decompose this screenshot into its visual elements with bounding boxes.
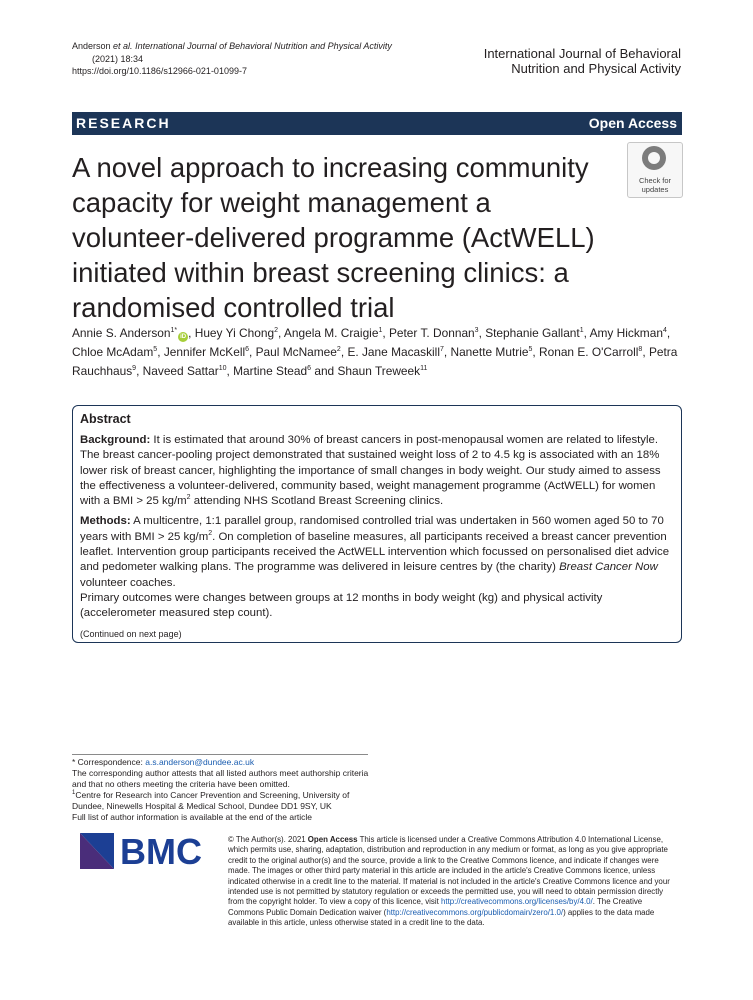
author-name: Chloe McAdam <box>72 345 154 359</box>
author-affiliation-sup: 4 <box>662 327 667 335</box>
abstract-outcomes: Primary outcomes were changes between groups at 12 months in body weight (kg) and physical activity (accelerometer measured step count). <box>80 591 603 620</box>
methods-sup: 2 <box>208 529 213 537</box>
correspondence-email-link[interactable]: a.s.anderson@dundee.ac.uk <box>145 757 255 767</box>
affiliation-sup: 1 <box>72 790 76 797</box>
journal-name <box>470 46 681 76</box>
author-affiliation-sup: 9 <box>132 365 137 373</box>
author-name: Paul McNamee <box>255 345 337 359</box>
license-text2: . The Creative Commons Public Domain Dedication waiver ( <box>228 897 643 917</box>
journal-name-line1: International Journal of Behavioral <box>483 46 681 61</box>
author-name: Stephanie Gallant <box>485 326 580 340</box>
cc-zero-license-link[interactable]: http://creativecommons.org/publicdomain/zero/1.0/ <box>386 907 564 917</box>
author-name: Huey Yi Chong <box>194 326 275 340</box>
author-affiliation-sup: 2 <box>274 327 278 335</box>
author-affiliation-sup: 1* <box>170 327 178 335</box>
crossmark-icon <box>642 146 666 170</box>
author-name: Angela M. Craigie <box>283 326 379 340</box>
author-name: Peter T. Donnan <box>388 326 475 340</box>
citation-journal: International Journal of Behavioral Nutrition and Physical Activity <box>135 41 392 51</box>
methods-text: A multicentre, 1:1 parallel group, randomised controlled trial was undertaken in 560 women aged 50 to 70 years with BMI > 25 kg/m <box>80 515 664 543</box>
check-for-updates-line1: Check for <box>638 176 672 185</box>
background-sup: 2 <box>186 494 191 502</box>
open-access-label: Open Access <box>588 115 677 131</box>
footnotes <box>72 757 372 823</box>
bmc-logo-text: BMC <box>120 833 202 869</box>
cc-by-license-link[interactable]: http://creativecommons.org/licenses/by/4.0/ <box>441 897 593 907</box>
section-label: RESEARCH <box>76 115 171 131</box>
author-affiliation-sup: 7 <box>439 346 444 354</box>
affiliation-text: Centre for Research into Cancer Prevention and Screening, University of Dundee, Ninewells Hospital & Medical School, Dundee DD1 9SY, UK <box>72 790 350 811</box>
author-affiliation-sup: 11 <box>420 365 428 373</box>
abstract-methods <box>80 514 678 590</box>
citation-authors: Anderson <box>72 41 114 51</box>
methods-italic: Breast Cancer Now <box>559 561 658 574</box>
methods-mid: . On completion of baseline measures, all participants received a breast cancer prevention leaflet. Intervention group participants received the ActWELL intervention which focussed on personalised diet advice and pedometer walking plans. The programme was delivered in leisure centres by (the charity) <box>80 530 670 574</box>
author-affiliation-sup: 1 <box>378 327 383 335</box>
author-name: Jennifer McKell <box>163 345 246 359</box>
doi-link[interactable]: https://doi.org/10.1186/s12966-021-01099-7 <box>72 66 247 76</box>
background-tail: attending NHS Scotland Breast Screening clinics. <box>190 495 444 508</box>
author-name: Ronan E. O'Carroll <box>539 345 639 359</box>
methods-label: Methods: <box>80 515 131 528</box>
orcid-icon[interactable]: iD <box>180 334 187 340</box>
citation-etal: et al. <box>113 41 133 51</box>
abstract-box <box>72 405 682 643</box>
author-name: Amy Hickman <box>589 326 663 340</box>
check-for-updates-button[interactable] <box>627 142 683 198</box>
author-affiliation-sup: 8 <box>638 346 643 354</box>
author-affiliation-sup: 1 <box>579 327 584 335</box>
bmc-logo <box>80 833 220 869</box>
license-text3: ) applies to the data made available in this article, unless otherwise stated in a credit line to the data. <box>228 907 655 928</box>
footnote-divider <box>72 754 368 755</box>
background-text: It is estimated that around 30% of breast cancers in post-menopausal women are related to lifestyle. The breast cancer-pooling project demonstrated that sustained weight loss of 2 to 4.5 kg is associated with an 18% lower risk of breast cancer, highlighting the importance of small changes in body weight. Our study aimed to assess the effectiveness a volunteer-delivered, community based, weight management programme (ActWELL) for women with a BMI > 25 kg/m <box>80 434 661 508</box>
check-for-updates-line2: updates <box>641 184 669 194</box>
continued-note: (Continued on next page) <box>80 628 182 639</box>
author-affiliation-sup: 6 <box>307 365 312 373</box>
author-name: Shaun Treweek <box>337 364 421 378</box>
author-list: Annie S. Anderson$^{1*}$iD , Huey Yi Chong$^2$, Angela M. Craigie$^1$, Peter T. Donnan$^3$, Stephanie Gallant$^1$, Amy Hickman$^4$, Chloe McAdam$^5$, Jennifer McKell$^6$, Paul McNamee$^2$, E. Jane Macaskill$^7$, Nanette Mutrie$^5$, Ronan E. O'Carroll$^8$, Petra Rauchhaus$^9$, Naveed Sattar$^{10}$, Martine Stead$^6$ and Shaun Treweek$^{11}$ <box>72 326 678 378</box>
article-title: A novel approach to increasing community capacity for weight management a volunteer-delivered programme (ActWELL) initiated within breast screening clinics: a randomised controlled trial <box>72 152 595 323</box>
license-text1: This article is licensed under a Creative Commons Attribution 4.0 International License, which permits use, sharing, adaptation, distribution and reproduction in any medium or format, as long as you give appropriate credit to the original author(s) and the source, provide a link to the Creative Commons licence, and indicate if changes were made. The images or other third party material in this article are included in the article's Creative Commons licence, unless indicated otherwise in a credit line to the material. If material is not included in the article's Creative Commons licence and your intended use is not permitted by statutory regulation or exceeds the permitted use, you will need to obtain permission directly from the copyright holder. To view a copy of this licence, visit <box>228 835 670 907</box>
citation-volume: (2021) 18:34 <box>92 53 144 64</box>
author-name: Nanette Mutrie <box>450 345 529 359</box>
copyright: © The Author(s). 2021 <box>228 835 308 844</box>
full-author-info-note: Full list of author information is available at the end of the article <box>72 812 313 822</box>
author-name: Martine Stead <box>233 364 308 378</box>
author-affiliation-sup: 2 <box>336 346 341 354</box>
section-banner <box>72 112 682 135</box>
background-label: Background: <box>80 434 151 446</box>
author-name: Annie S. Anderson <box>72 326 171 340</box>
author-name: E. Jane Macaskill <box>347 345 440 359</box>
journal-name-line2: Nutrition and Physical Activity <box>511 61 681 76</box>
correspondence-label: * Correspondence: <box>72 757 146 767</box>
license-open-access: Open Access <box>307 835 358 844</box>
abstract-heading: Abstract <box>80 412 131 426</box>
author-affiliation-sup: 5 <box>153 346 158 354</box>
citation-header <box>72 40 392 78</box>
abstract-background <box>80 433 678 509</box>
author-affiliation-sup: 3 <box>474 327 479 335</box>
methods-tail: volunteer coaches. <box>80 576 176 589</box>
author-affiliation-sup: 10 <box>218 365 227 373</box>
authorship-attestation: The corresponding author attests that all listed authors meet authorship criteria and that no others meeting the criteria have been omitted. <box>72 768 369 789</box>
author-affiliation-sup: 5 <box>528 346 533 354</box>
author-affiliation-sup: 6 <box>245 346 250 354</box>
license-text <box>228 835 678 929</box>
author-name: Naveed Sattar <box>142 364 219 378</box>
author-name: Petra Rauchhaus <box>72 345 678 378</box>
